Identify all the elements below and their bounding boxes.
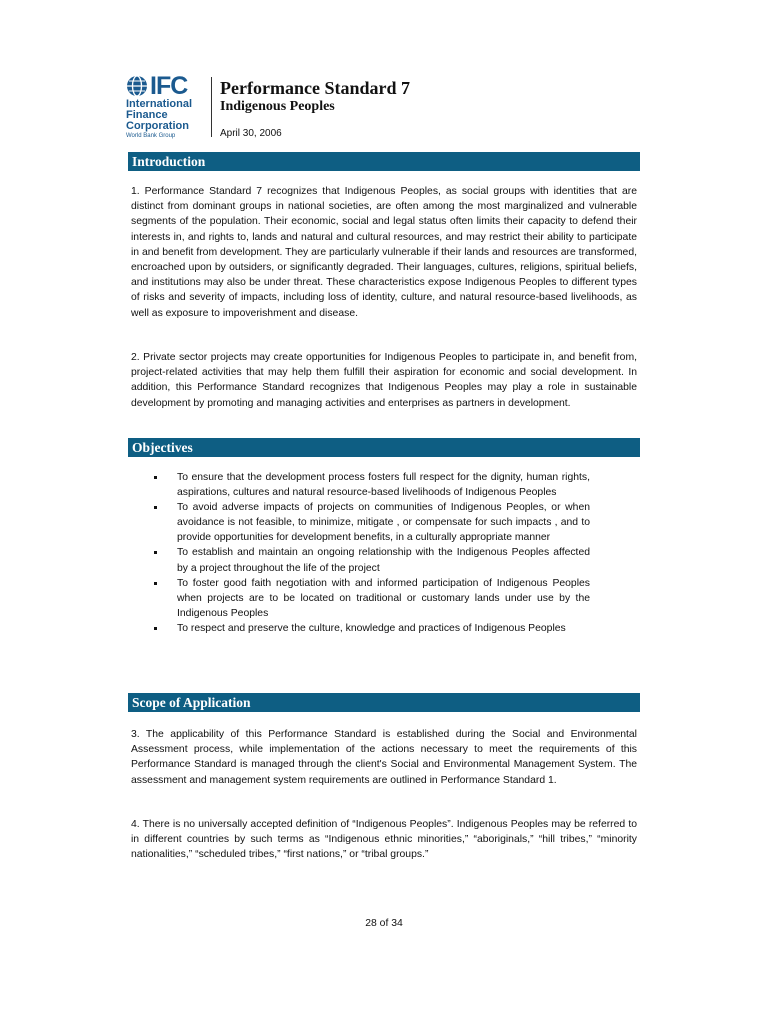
ifc-mark: IFC	[150, 72, 188, 100]
bullet-icon	[154, 551, 157, 554]
globe-icon	[126, 75, 148, 97]
paragraph-3: 3. The applicability of this Performance Standard is established during the Social and Environmental Assessment process, while implementation of the actions necessary to meet the requirements of this Performance Standard is managed through the client's Social and Environmental Management System. The assessment and management system requirements are outlined in Performance Standard 1.	[131, 729, 637, 786]
document-subtitle: Indigenous Peoples	[220, 99, 335, 114]
header-divider	[211, 77, 212, 137]
list-item	[152, 545, 590, 575]
section-heading-scope: Scope of Application	[132, 695, 251, 710]
section-heading-objectives: Objectives	[132, 440, 193, 455]
logo-line-2: Finance	[126, 109, 168, 121]
logo-subtitle: World Bank Group	[126, 133, 176, 139]
bullet-icon	[154, 582, 157, 585]
section-bar-objectives	[128, 438, 640, 457]
section-bar-introduction	[128, 152, 640, 171]
ifc-logo	[126, 72, 204, 145]
bullet-icon	[154, 476, 157, 479]
list-item	[152, 576, 590, 621]
objective-text: To avoid adverse impacts of projects on communities of Indigenous Peoples, or when avoidance is not feasible, to minimize, mitigate , or compensate for such impacts , and to provide opportunities for development benefits, in a culturally appropriate manner	[177, 502, 590, 544]
paragraph-4: 4. There is no universally accepted definition of “Indigenous Peoples”. Indigenous Peoples may be referred to in different countries by such terms as “Indigenous ethnic minorities,” “aboriginals,” “hill tribes,” “minority nationalities,” “scheduled tribes,” “first nations,” or “tribal groups.”	[131, 819, 637, 861]
logo-line-3: Corporation	[126, 120, 189, 132]
objective-text: To respect and preserve the culture, knowledge and practices of Indigenous Peoples	[177, 622, 566, 634]
objective-text: To foster good faith negotiation with and informed participation of Indigenous Peoples when projects are to be located on traditional or customary lands under use by the Indigenous Peoples	[177, 577, 590, 619]
list-item	[152, 621, 590, 636]
section-bar-scope	[128, 693, 640, 712]
paragraph-1: 1. Performance Standard 7 recognizes that Indigenous Peoples, as social groups with identities that are distinct from dominant groups in national societies, are often among the most marginalized and vulnerable segments of the population. Their economic, social and legal status often limits their capacity to defend their interests in, and rights to, lands and natural and cultural resources, and may restrict their ability to participate in and benefit from development. They are particularly vulnerable if their lands and resources are transformed, encroached upon by outsiders, or significantly degraded. Their languages, cultures, religions, spiritual beliefs, and institutions may also be under threat. These characteristics expose Indigenous Peoples to different types of risks and severity of impacts, including loss of identity, culture, and natural resource-based livelihoods, as well as exposure to impoverishment and disease.	[131, 186, 637, 319]
bullet-icon	[154, 627, 157, 630]
list-item	[152, 500, 590, 545]
page-number: 28 of 34	[365, 918, 403, 929]
logo-line-1: International	[126, 98, 193, 110]
paragraph-2: 2. Private sector projects may create opportunities for Indigenous Peoples to participate in, and benefit from, project-related activities that may help them fulfill their aspiration for economic and social development. In addition, this Performance Standard recognizes that Indigenous Peoples may play a role in sustainable development by promoting and managing activities and enterprises as partners in development.	[131, 352, 637, 409]
section-heading-introduction: Introduction	[132, 154, 206, 169]
objective-text: To establish and maintain an ongoing relationship with the Indigenous Peoples affected by a project throughout the life of the project	[177, 547, 590, 574]
objectives-list	[152, 470, 590, 636]
bullet-icon	[154, 506, 157, 509]
document-date: April 30, 2006	[220, 128, 282, 139]
list-item	[152, 470, 590, 500]
objective-text: To ensure that the development process fosters full respect for the dignity, human rights, aspirations, cultures and natural resource-based livelihoods of Indigenous Peoples	[177, 472, 590, 499]
document-title: Performance Standard 7	[220, 78, 410, 98]
